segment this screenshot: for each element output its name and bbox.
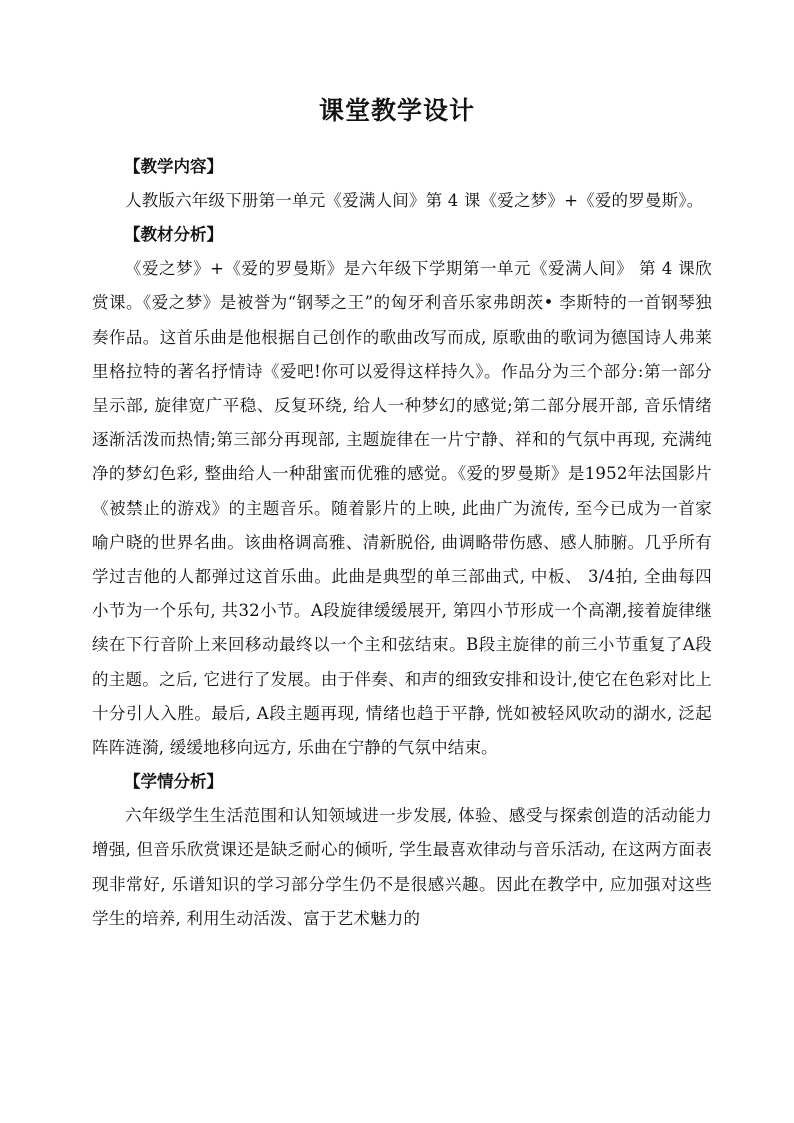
paragraph-teaching-content: 人教版六年级下册第一单元《爱满人间》第 4 课《爱之梦》+《爱的罗曼斯》。: [125, 191, 704, 210]
page-title: 课堂教学设计: [318, 95, 475, 125]
section-heading-material-analysis: 【教材分析】: [124, 225, 223, 245]
section-heading-teaching-content: 【教学内容】: [124, 157, 223, 176]
section-heading-student-analysis: 【学情分析】: [124, 772, 223, 792]
document-body: [92, 150, 712, 936]
paragraph-material-analysis: 《爱之梦》+《爱的罗曼斯》是六年级下学期第一单元《爱满人间》 第 4 课欣赏课。《爱之梦》是被誉为“钢琴之王”的匈牙利音乐家弗朗茨• 李斯特的一首钢琴独奏作品。这首乐曲是他根据自己创作的歌曲改写而成, 原歌曲的歌词为德国诗人弗莱里格拉特的著名抒情诗《爱吧!你可以爱得这样持久》。作品分为三个部分:第一部分呈示部, 旋律宽广平稳、反复环绕, 给人一种梦幻的感觉;第二部分展开部, 音乐情绪逐渐活泼而热情;第三部分再现部, 主题旋律在一片宁静、祥和的气氛中再现, 充满纯净的梦幻色彩, 整曲给人一种甜蜜而优雅的感觉。《爱的罗曼斯》是1952年法国影片《被禁止的游戏》的主题音乐。随着影片的上映, 此曲广为流传, 至今已成为一首家喻户晓的世界名曲。该曲格调高雅、清新脱俗, 曲调略带伤感、感人肺腑。几乎所有学过吉他的人都弹过这首乐曲。此曲是典型的单三部曲式, 中板、 3/4拍, 全曲每四小节为一个乐句, 共32小节。A段旋律缓缓展开, 第四小节形成一个高潮,接着旋律继续在下行音阶上来回移动最终以一个主和弦结束。B段主旋律的前三小节重复了A段的主题。之后, 它进行了发展。由于伴奏、和声的细致安排和设计,使它在色彩对比上十分引人入胜。最后, A段主题再现, 情绪也趋于平静, 恍如被轻风吹动的湖水, 泛起阵阵涟漪, 缓缓地移向远方, 乐曲在宁静的气氛中结束。: [92, 259, 712, 758]
paragraph-student-analysis: 六年级学生生活范围和认知领域进一步发展, 体验、感受与探索创造的活动能力增强, 但音乐欣赏课还是缺乏耐心的倾听, 学生最喜欢律动与音乐活动, 在这两方面表现非常好, 乐谱知识的学习部分学生仍不是很感兴趣。因此在教学中, 应加强对这些学生的培养, 利用生动活泼、富于艺术魅力的: [92, 806, 712, 928]
